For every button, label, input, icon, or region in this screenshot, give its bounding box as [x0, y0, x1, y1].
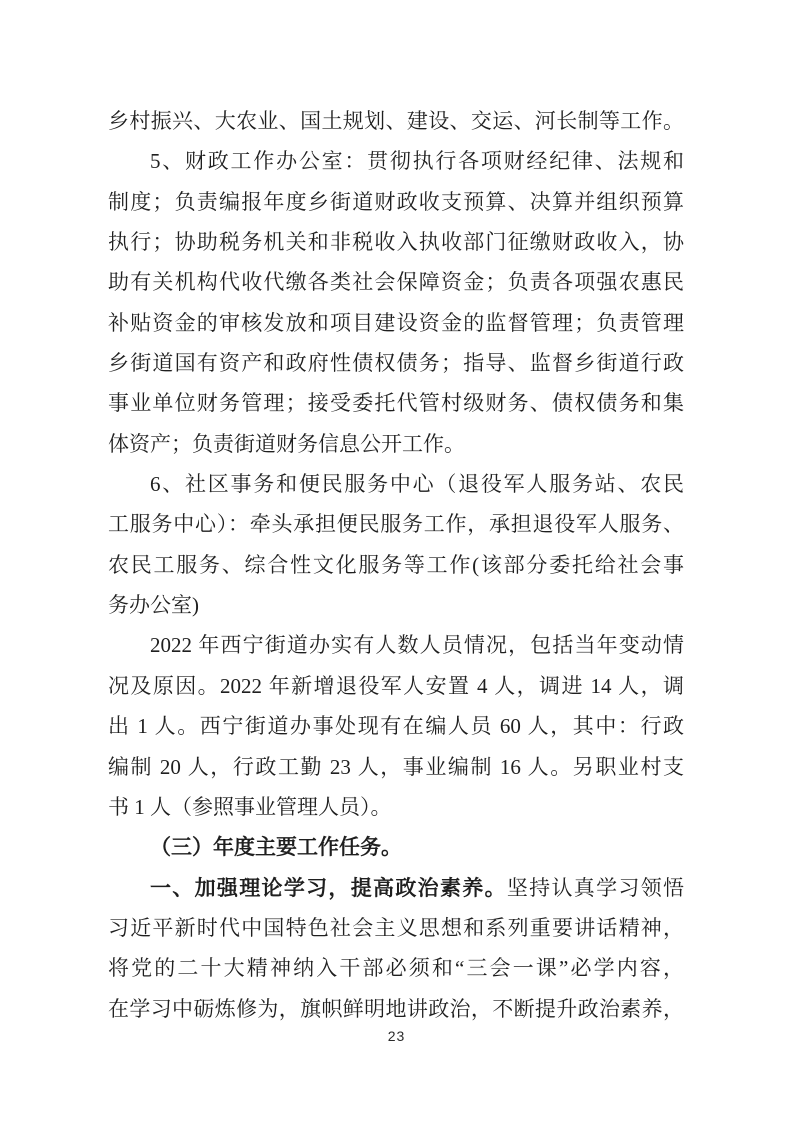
numbered-item-line [108, 464, 684, 504]
line-text: 书 1 人（参照事业管理人员）。 [108, 794, 392, 819]
text-line [108, 787, 684, 827]
line-text: 事业单位财务管理；接受委托代管村级财务、债权债务和集 [108, 391, 684, 416]
line-text: 补贴资金的审核发放和项目建设资金的监督管理；负责管理 [108, 310, 684, 335]
line-text: 习近平新时代中国特色社会主义思想和系列重要讲话精神， [108, 915, 684, 940]
line-text: 乡街道国有资产和政府性债权债务；指导、监督乡街道行政 [108, 351, 684, 376]
line-text: 制度；负责编报年度乡街道财政收支预算、决算并组织预算 [108, 189, 684, 214]
text-line [108, 262, 684, 302]
heading-text: 一、加强理论学习，提高政治素养。 [150, 875, 507, 900]
document-body [108, 101, 684, 1029]
text-line [108, 908, 684, 948]
paragraph-first-line [108, 625, 684, 665]
text-line [108, 343, 684, 383]
text-line [108, 101, 684, 141]
line-text: 务办公室) [108, 593, 199, 618]
numbered-item-line [108, 141, 684, 181]
line-text: 5、财政工作办公室：贯彻执行各项财经纪律、法规和 [150, 149, 684, 174]
text-line [108, 222, 684, 262]
text-line [108, 383, 684, 423]
line-text: 在学习中砺炼修为，旗帜鲜明地讲政治，不断提升政治素养， [108, 996, 684, 1021]
line-text: 执行；协助税务机关和非税收入执收部门征缴财政收入，协 [108, 230, 684, 255]
text-line [108, 545, 684, 585]
line-text: 工服务中心）：牵头承担便民服务工作，承担退役军人服务、 [108, 512, 684, 537]
text-line [108, 182, 684, 222]
text-line [108, 504, 684, 544]
line-text: 2022 年西宁街道办实有人数人员情况，包括当年变动情 [150, 633, 684, 658]
text-line [108, 424, 684, 464]
text-line [108, 585, 684, 625]
subsection-heading-line [108, 868, 684, 908]
line-text: 农民工服务、综合性文化服务等工作(该部分委托给社会事 [108, 552, 684, 577]
text-line [108, 303, 684, 343]
line-text: 乡村振兴、大农业、国土规划、建设、交运、河长制等工作。 [108, 109, 684, 133]
text-line [108, 989, 684, 1029]
line-text: 编制 20 人，行政工勤 23 人，事业编制 16 人。另职业村支 [108, 754, 684, 779]
page-number: 23 [387, 1028, 406, 1044]
line-text: 将党的二十大精神纳入干部必须和“三会一课”必学内容， [108, 956, 684, 981]
text-line [108, 948, 684, 988]
text-line [108, 666, 684, 706]
text-line [108, 706, 684, 746]
line-text: 体资产；负责街道财务信息公开工作。 [108, 431, 465, 456]
line-text: 坚持认真学习领悟 [506, 875, 685, 900]
text-line [108, 747, 684, 787]
line-text: 6、社区事务和便民服务中心（退役军人服务站、农民 [150, 472, 684, 497]
heading-text: （三）年度主要工作任务。 [150, 835, 402, 860]
line-text: 助有关机构代收代缴各类社会保障资金；负责各项强农惠民 [108, 270, 684, 295]
line-text: 出 1 人。西宁街道办事处现有在编人员 60 人，其中：行政 [108, 714, 684, 739]
section-heading [108, 827, 684, 867]
line-text: 况及原因。2022 年新增退役军人安置 4 人，调进 14 人，调 [108, 673, 684, 698]
